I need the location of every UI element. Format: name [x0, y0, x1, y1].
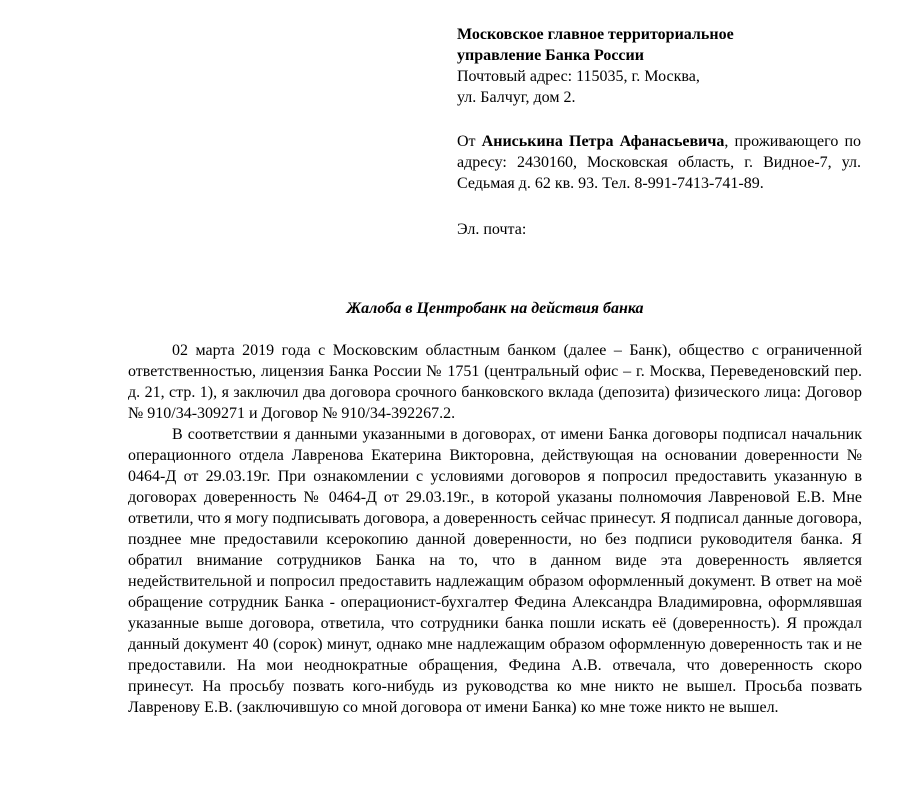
email-label: Эл. почта: [457, 221, 527, 238]
paragraph-2: В соответствии я данными указанными в договорах, от имени Банка договоры подписал начальник операционного отдела Лавренова Екатерина Викторовна, действующая на основании доверенности № 0464-Д от 29.03.19г. При ознакомлении с условиями договоров я попросил предоставить указанную в договорах доверенность № 0464-Д от 29.03.19г., в которой указаны полномочия Лавреновой Е.В. Мне ответили, что я могу подписывать договора, а доверенность сейчас принесут. Я подписал данные договора, позднее мне предоставили ксерокопию данной доверенности, но без подписи руководителя банка. Я обратил внимание сотрудников Банка на то, что в данном виде эта доверенность является недействительной и попросил предоставить надлежащим образом оформленный документ. В ответ на моё обращение сотрудник Банка - операционист-бухгалтер Федина Александра Владимировна, оформлявшая указанные выше договора, ответила, что сотрудники банка пошли искать её (доверенность). Я прождал данный документ 40 (сорок) минут, однако мне надлежащим образом оформленную доверенность так и не предоставили. На мои неоднократные обращения, Федина А.В. отвечала, что доверенность скоро принесут. На просьбу позвать кого-нибудь из руководства ко мне никто не вышел. Просьба позвать Лавренову Е.В. (заключившую со мной договора от имени Банка) ко мне тоже никто не вышел. [128, 426, 862, 716]
document-title: Жалоба в Центробанк на действия банка [346, 300, 644, 317]
sender-name-suffix: , [724, 133, 729, 150]
recipient-name-line1: Московское главное территориальное [457, 26, 734, 43]
sender-address: проживающего по адресу: 2430160, Московская область, г. Видное-7, ул. Седьмая д. 62 кв. 93. Тел. 8-991-7413-741-89. [457, 133, 861, 192]
sender-from-prefix: От [457, 133, 482, 150]
recipient-address-line1: Почтовый адрес: 115035, г. Москва, [457, 68, 700, 85]
recipient-address-line2: ул. Балчуг, дом 2. [457, 89, 576, 106]
paragraph-1: 02 марта 2019 года с Московским областным банком (далее – Банк), общество с ограниченной ответственностью, лицензия Банка России № 1751 (центральный офис – г. Москва, Переведеновский пер. д. 21, стр. 1), я заключил два договора срочного банковского вклада (депозита) физического лица: Договор № 910/34-309271 и Договор № 910/34-392267.2. [128, 342, 862, 422]
recipient-name-line2: управление Банка России [457, 47, 644, 64]
addressee-block [457, 24, 861, 240]
sender-block [457, 131, 861, 194]
sender-name: Аниськина Петра Афанасьевича [481, 133, 725, 150]
document-body [128, 340, 862, 718]
